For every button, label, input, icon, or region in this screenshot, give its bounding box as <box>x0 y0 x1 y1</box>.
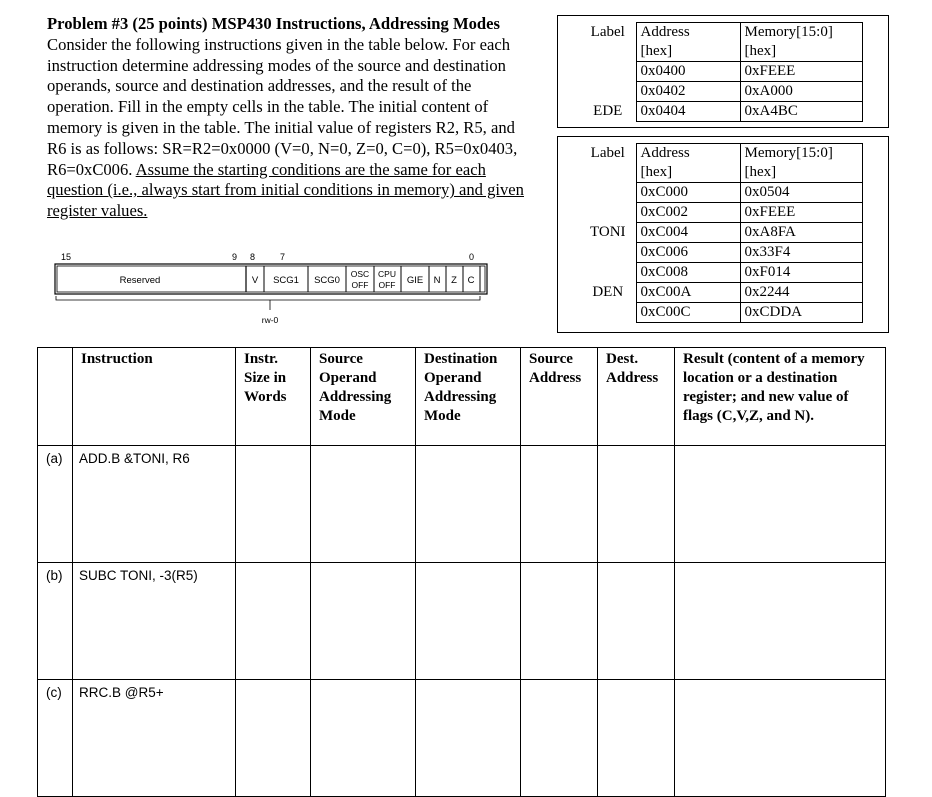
answer-cell-dst-addr[interactable] <box>598 446 675 563</box>
field-n: N <box>433 275 441 286</box>
access-bracket <box>56 296 480 300</box>
memory-table-1 <box>580 22 863 122</box>
access-label: rw-0 <box>261 315 279 325</box>
answer-cell-result[interactable] <box>675 446 886 563</box>
problem-emphasis: Assume the starting conditions are the same for each question (i.e., always start from initial conditions in memory) and given register values. <box>47 159 524 221</box>
mem1-address-header-text: Address [hex] <box>640 24 690 59</box>
mem2-row-label <box>580 303 636 323</box>
mem1-row-address: 0x0402 <box>636 82 740 102</box>
header-src-mode-line: Source <box>319 351 363 367</box>
header-src-addr-line: Address <box>529 370 582 386</box>
answer-cell-size[interactable] <box>236 446 311 563</box>
table-row <box>38 446 886 563</box>
header-size-line: Instr. <box>244 351 279 367</box>
bit-label-0: 0 <box>469 252 475 262</box>
mem2-row-value: 0xFEEE <box>740 203 862 223</box>
row-instruction: SUBC TONI, -3(R5) <box>73 563 236 680</box>
answer-cell-src-addr[interactable] <box>521 563 598 680</box>
mem1-row-label <box>580 62 636 82</box>
table-header-row <box>38 348 886 446</box>
mem2-row-address: 0xC00C <box>636 303 740 323</box>
row-label: (c) <box>38 680 73 797</box>
field-osc-bottom: OFF <box>351 280 369 290</box>
field-gie: GIE <box>406 275 424 286</box>
answer-cell-src-mode[interactable] <box>311 680 416 797</box>
mem2-row-value: 0x2244 <box>740 283 862 303</box>
header-destination-mode <box>416 348 521 446</box>
mem1-value-header-text: Memory[15:0] [hex] <box>744 24 833 59</box>
header-dst-addr-line: Address <box>606 370 659 386</box>
mem2-label-header: Label <box>590 144 625 161</box>
header-size-line: Size in <box>244 370 287 386</box>
answer-cell-size[interactable] <box>236 563 311 680</box>
header-source-address <box>521 348 598 446</box>
answer-cell-dst-addr[interactable] <box>598 680 675 797</box>
answer-cell-dst-mode[interactable] <box>416 563 521 680</box>
answer-cell-dst-mode[interactable] <box>416 680 521 797</box>
answer-cell-dst-mode[interactable] <box>416 446 521 563</box>
header-instr-size <box>236 348 311 446</box>
mem2-row-value: 0x33F4 <box>740 243 862 263</box>
mem1-row <box>580 102 862 122</box>
field-scg1: SCG1 <box>273 275 299 286</box>
field-osc-top: OSC <box>350 269 370 279</box>
header-src-mode-line: Operand <box>319 370 377 386</box>
answer-cell-result[interactable] <box>675 563 886 680</box>
row-label: (b) <box>38 563 73 680</box>
mem2-row-label <box>580 203 636 223</box>
mem1-row <box>580 62 862 82</box>
mem1-row-value: 0xFEEE <box>740 62 862 82</box>
bit-label-9: 9 <box>232 252 238 262</box>
mem2-row-value: 0xCDDA <box>740 303 862 323</box>
table-row <box>38 680 886 797</box>
field-reserved: Reserved <box>119 275 161 286</box>
header-row-label <box>38 348 73 446</box>
memory-table-1-frame <box>557 15 889 128</box>
mem2-row <box>580 283 862 303</box>
mem2-address-header <box>636 144 740 183</box>
mem2-row-address: 0xC002 <box>636 203 740 223</box>
field-v: V <box>251 275 259 286</box>
answer-cell-dst-addr[interactable] <box>598 563 675 680</box>
answer-cell-src-mode[interactable] <box>311 446 416 563</box>
field-cpu-top: CPU <box>378 269 396 279</box>
mem2-row-address: 0xC006 <box>636 243 740 263</box>
mem1-row-value: 0xA000 <box>740 82 862 102</box>
mem1-row-label: EDE <box>593 102 623 119</box>
memory-table-2 <box>580 143 863 323</box>
answer-cell-src-addr[interactable] <box>521 680 598 797</box>
mem2-row-label <box>580 243 636 263</box>
mem1-label-header: Label <box>590 23 625 40</box>
header-dst-mode-line: Destination <box>424 351 498 367</box>
mem2-row-label <box>580 263 636 283</box>
table-row <box>38 563 886 680</box>
mem2-row <box>580 223 862 243</box>
row-label: (a) <box>38 446 73 563</box>
mem2-row-address: 0xC004 <box>636 223 740 243</box>
row-instruction: RRC.B @R5+ <box>73 680 236 797</box>
mem2-row-value: 0xF014 <box>740 263 862 283</box>
bit-label-7: 7 <box>280 252 286 262</box>
header-dst-mode-line: Addressing <box>424 389 497 405</box>
mem2-row <box>580 183 862 203</box>
mem1-row <box>580 82 862 102</box>
header-dst-addr-line: Dest. <box>606 351 639 367</box>
mem1-value-header <box>740 23 862 62</box>
field-z: Z <box>451 275 457 286</box>
problem-statement <box>47 14 537 222</box>
instruction-table <box>37 347 886 797</box>
answer-cell-src-mode[interactable] <box>311 563 416 680</box>
answer-cell-result[interactable] <box>675 680 886 797</box>
mem2-value-header-text: Memory[15:0] [hex] <box>744 145 833 180</box>
memory-table-2-frame <box>557 136 889 333</box>
mem2-address-header-text: Address [hex] <box>640 145 690 180</box>
header-dest-address <box>598 348 675 446</box>
mem1-row-label <box>580 82 636 102</box>
mem2-value-header <box>740 144 862 183</box>
mem2-row <box>580 263 862 283</box>
problem-title: Problem #3 (25 points) MSP430 Instructions, Addressing Modes <box>47 14 500 33</box>
mem2-row-address: 0xC00A <box>636 283 740 303</box>
mem2-row-address: 0xC000 <box>636 183 740 203</box>
header-result: Result (content of a memory location or a destination register; and new value of flags (C,V,Z, and N). <box>675 348 886 446</box>
field-scg0: SCG0 <box>314 275 340 286</box>
mem1-row-address: 0x0404 <box>636 102 740 122</box>
header-src-addr-line: Source <box>529 351 573 367</box>
mem2-row-label: DEN <box>592 283 624 300</box>
header-instruction: Instruction <box>73 348 236 446</box>
header-size-line: Words <box>244 389 287 405</box>
mem2-row-value: 0x0504 <box>740 183 862 203</box>
mem2-row <box>580 303 862 323</box>
mem1-address-header <box>636 23 740 62</box>
field-cpu-bottom: OFF <box>378 280 396 290</box>
mem1-row-value: 0xA4BC <box>740 102 862 122</box>
header-dst-mode-line: Mode <box>424 408 461 424</box>
status-register-diagram <box>40 248 500 328</box>
problem-intro: Consider the following instructions given in the table below. For each instruction determine addressing modes of the source and destination operands, source and destination addresses, and the result of the operation. Fill in the empty cells in the table. The initial content of memory is given in the table. The initial value of registers R2, R5, and R6 is as follows: SR=R2=0x0000 (V=0, N=0, Z=0, C=0), R5=0x0403, R6=0xC006. <box>47 34 518 179</box>
mem2-row-address: 0xC008 <box>636 263 740 283</box>
header-src-mode-line: Mode <box>319 408 356 424</box>
mem2-row-value: 0xA8FA <box>740 223 862 243</box>
header-src-mode-line: Addressing <box>319 389 392 405</box>
bit-label-15: 15 <box>61 252 72 262</box>
mem2-row <box>580 203 862 223</box>
bit-label-8: 8 <box>250 252 256 262</box>
header-source-mode <box>311 348 416 446</box>
answer-cell-size[interactable] <box>236 680 311 797</box>
mem2-row-label <box>580 183 636 203</box>
mem2-row <box>580 243 862 263</box>
header-dst-mode-line: Operand <box>424 370 482 386</box>
mem1-row-address: 0x0400 <box>636 62 740 82</box>
row-instruction: ADD.B &TONI, R6 <box>73 446 236 563</box>
field-c: C <box>467 275 475 286</box>
mem2-row-label: TONI <box>589 223 626 240</box>
answer-cell-src-addr[interactable] <box>521 446 598 563</box>
